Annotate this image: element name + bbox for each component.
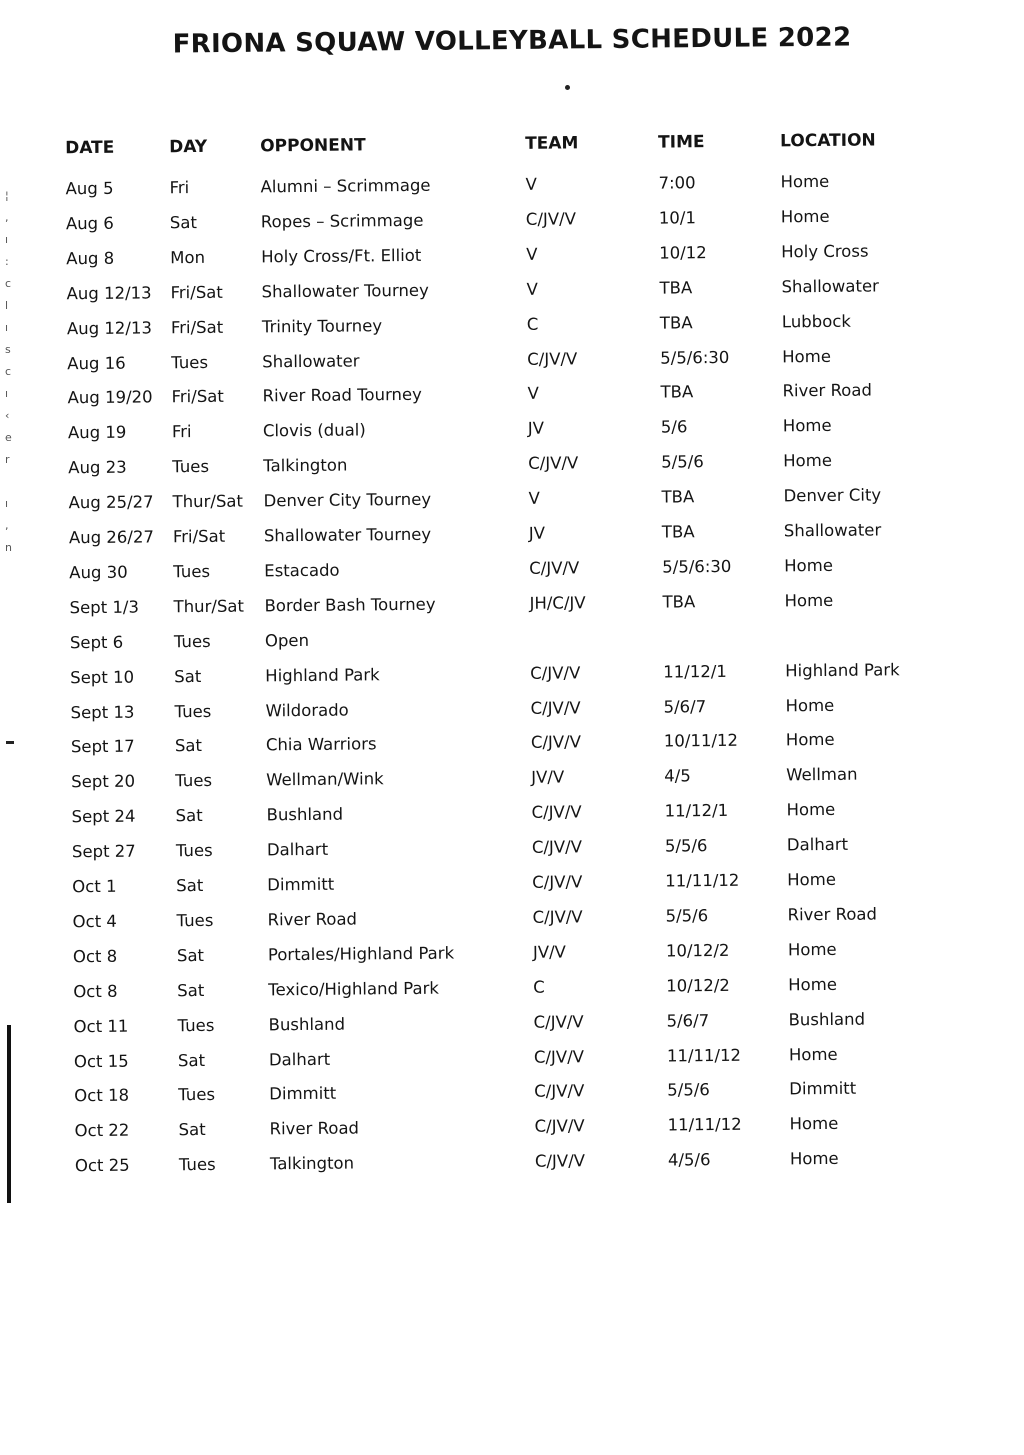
cell-location: River Road [787,904,878,925]
cell-date: Oct 1 [72,876,117,897]
table-row [0,240,1020,280]
cell-location: Home [787,869,837,890]
header-team: TEAM [525,133,579,154]
cell-date: Aug 19 [67,422,127,443]
table-row [0,484,1023,524]
cell-time: TBA [660,382,694,402]
cell-opponent: Portales/Highland Park [267,943,455,965]
cell-opponent: Estacado [264,560,340,581]
table-row [3,938,1024,978]
cell-date: Sept 6 [69,632,124,652]
cell-date: Oct 18 [74,1086,130,1106]
cell-opponent: Texico/Highland Park [268,978,440,1000]
cell-opponent: Border Bash Tourney [264,594,436,616]
cell-day: Fri/Sat [170,282,223,302]
cell-day: Tues [173,631,211,651]
cell-team: JV [528,523,546,543]
cell-location: Home [782,416,832,436]
cell-team: C/JV/V [534,1151,586,1171]
cell-date: Oct 22 [74,1120,130,1141]
cell-date: Oct 15 [73,1051,129,1071]
cell-opponent: River Road Tourney [262,385,422,406]
cell-day: Tues [178,1155,216,1175]
cell-date: Aug 8 [66,248,115,269]
table-row [0,624,1024,664]
cell-opponent: Ropes – Scrimmage [260,210,424,232]
table-row [0,310,1021,350]
cell-opponent: Shallowater [262,350,360,371]
cell-day: Fri/Sat [171,387,224,407]
cell-time: TBA [659,277,693,298]
cell-team: C/JV/V [533,1046,585,1067]
cell-location: Home [780,206,830,227]
cell-day: Thur/Sat [172,491,244,512]
cell-team: C/JV/V [534,1116,585,1137]
cell-time: 7:00 [658,173,696,193]
table-row [0,694,1024,734]
table-row [0,554,1023,594]
cell-team: V [526,279,538,299]
table-row [0,414,1022,454]
cell-day: Sat [174,736,203,756]
cell-location: River Road [782,380,873,401]
cell-time: 10/11/12 [663,731,739,751]
cell-team: C/JV/V [530,662,581,683]
table-row [5,1112,1024,1152]
cell-location: Wellman [786,764,858,785]
cell-location: Bushland [788,1009,866,1029]
cell-time: TBA [659,312,693,333]
cell-opponent: Clovis (dual) [262,420,366,441]
cell-opponent: Dalhart [268,1049,331,1069]
cell-location: Home [788,974,838,995]
table-row [2,833,1024,873]
cell-time: 10/12/2 [665,940,730,961]
cell-time: TBA [662,592,696,612]
cell-time: 4/5 [664,766,691,786]
cell-day: Tues [177,1015,215,1035]
cell-location: Dalhart [786,834,849,855]
table-row [2,903,1024,943]
cell-time: 11/12/1 [664,801,729,821]
table-row [0,205,1020,245]
table-row [0,589,1024,629]
header-date: DATE [65,137,115,159]
cell-location: Home [789,1149,839,1169]
cell-time: 10/12 [659,242,707,263]
cell-opponent: Dalhart [266,839,329,860]
cell-location: Lubbock [781,311,851,331]
cell-opponent: Chia Warriors [265,734,377,755]
table-row [0,170,1020,210]
cell-team: C/JV/V [528,453,579,474]
cell-date: Aug 26/27 [68,527,155,548]
cell-time: 5/6 [660,417,688,437]
cell-day: Sat [177,1050,206,1070]
cell-date: Aug 30 [69,562,128,583]
cell-time: 11/11/12 [667,1115,742,1135]
page-title: FRIONA SQUAW VOLLEYBALL SCHEDULE 2022 [172,22,852,60]
cell-team: C/JV/V [534,1081,585,1102]
cell-opponent: Shallowater Tourney [263,524,432,546]
cell-location: Home [783,451,833,471]
cell-opponent: Bushland [266,804,344,825]
cell-team: C/JV/V [531,837,583,857]
cell-time: TBA [661,522,695,542]
table-row [1,798,1024,838]
cell-location: Home [782,346,832,366]
cell-location: Home [785,695,835,715]
cell-day: Tues [173,561,211,582]
cell-opponent: Talkington [269,1153,355,1174]
cell-date: Oct 8 [72,946,118,967]
cell-opponent: River Road [269,1118,360,1139]
table-row [0,519,1023,559]
cell-day: Tues [175,840,213,861]
cell-time: 5/5/6:30 [662,556,732,577]
cell-time: 5/5/6 [661,452,704,472]
cell-location: Home [784,590,834,611]
cell-team: JV/V [531,767,565,788]
cell-location: Highland Park [785,659,900,680]
cell-day: Sat [178,1120,206,1140]
cell-team: C/JV/V [530,732,582,753]
cell-date: Sept 13 [70,702,135,722]
cell-location: Dimmitt [789,1079,857,1099]
cell-day: Tues [175,771,213,791]
cell-location: Home [789,1114,839,1134]
table-row [0,449,1022,489]
cell-time: 5/5/6 [664,836,708,856]
cell-team: C/JV/V [533,1011,584,1032]
cell-date: Aug 25/27 [68,492,154,513]
cell-time: 10/12/2 [666,975,730,996]
header-time: TIME [658,132,705,153]
cell-time: 5/6/7 [666,1010,710,1031]
cell-opponent: Alumni – Scrimmage [260,175,431,197]
cell-team: V [528,488,540,508]
cell-team: V [525,174,537,194]
cell-opponent: River Road [267,909,358,930]
table-row [0,345,1021,385]
cell-team: C/JV/V [525,209,577,229]
header-location: LOCATION [780,130,876,152]
cell-team: V [527,384,539,404]
table-row [0,379,1022,419]
cell-team: C/JV/V [530,697,581,718]
cell-day: Fri/Sat [170,317,224,337]
cell-location: Home [788,1044,838,1064]
cell-location: Home [787,939,837,960]
cell-opponent: Highland Park [265,664,380,685]
cell-location: Holy Cross [781,241,869,262]
cell-day: Tues [172,457,210,477]
cell-day: Fri [169,178,190,198]
cell-team: C/JV/V [527,348,578,369]
cell-location: Home [786,800,836,820]
table-header [0,129,1019,169]
cell-day: Tues [171,352,209,372]
cell-opponent: Trinity Tourney [261,315,383,336]
cell-team: C/JV/V [531,802,582,823]
margin-marks: ¦ , ı : c l ı s c ı ‹ e r ı , n [5,189,12,554]
cell-date: Aug 6 [65,213,114,234]
cell-date: Oct 8 [73,981,118,1001]
cell-location: Home [780,171,830,192]
cell-team: JH/C/JV [529,593,586,613]
cell-opponent: Shallowater Tourney [261,280,429,302]
cell-opponent: Open [264,630,310,651]
cell-location: Shallowater [783,520,882,541]
cell-opponent: Dimmitt [267,874,335,895]
cell-team: C [526,314,539,334]
cell-date: Sept 24 [71,806,136,827]
cell-team: C/JV/V [529,558,580,578]
cell-date: Sept 10 [70,667,135,687]
cell-time: 10/1 [658,208,697,228]
cell-opponent: Denver City Tourney [263,489,432,511]
cell-day: Tues [178,1085,216,1105]
cell-location: Denver City [783,485,882,506]
table-row [0,275,1021,315]
cell-date: Aug 12/13 [66,283,152,303]
cell-date: Oct 4 [72,911,117,932]
cell-time: 4/5/6 [667,1150,711,1170]
cell-day: Sat [177,980,205,1000]
cell-time: 5/5/6 [665,906,709,926]
cell-opponent: Dimmitt [269,1084,337,1104]
table-row [4,1008,1024,1048]
cell-time: 11/12/1 [663,661,727,682]
cell-day: Sat [176,945,205,966]
cell-opponent: Wellman/Wink [266,769,384,790]
cell-day: Sat [169,212,198,233]
cell-day: Sat [174,666,202,686]
cell-team: V [526,244,538,264]
table-row [3,973,1024,1013]
cell-day: Thur/Sat [173,596,245,617]
table-row [5,1147,1024,1187]
cell-opponent: Bushland [268,1014,346,1034]
table-row [0,659,1024,699]
cell-team: JV/V [532,942,566,962]
cell-location: Home [784,555,834,576]
table-row [4,1043,1024,1083]
table-row [4,1077,1024,1117]
cell-day: Fri/Sat [172,526,226,547]
cell-opponent: Talkington [263,455,348,476]
cell-location: Home [785,730,835,750]
header-opponent: OPPONENT [260,135,366,157]
cell-date: Sept 1/3 [69,597,140,618]
cell-date: Aug 5 [65,178,114,199]
cell-location: Shallowater [781,276,879,297]
cell-day: Sat [176,875,204,896]
cell-time: 5/5/6 [667,1080,710,1100]
cell-team: C/JV/V [532,907,583,927]
cell-date: Oct 11 [73,1016,129,1036]
cell-date: Sept 17 [70,737,135,757]
cell-date: Aug 19/20 [67,387,153,408]
table-row [1,763,1024,803]
cell-time: 11/11/12 [665,870,740,891]
cell-team: C/JV/V [532,872,583,892]
table-row [2,868,1024,908]
cell-team: JV [527,418,545,439]
cell-day: Sat [175,806,203,826]
cell-date: Sept 20 [71,771,136,792]
cell-date: Oct 25 [74,1155,130,1176]
cell-time: 5/6/7 [663,696,707,717]
cell-opponent: Wildorado [265,700,349,720]
cell-team: C [533,977,545,997]
cell-date: Sept 27 [71,841,136,862]
cell-time: 11/11/12 [666,1045,742,1066]
cell-day: Tues [176,910,214,931]
cell-date: Aug 16 [67,353,126,373]
cell-date: Aug 12/13 [66,318,152,338]
cell-day: Tues [174,701,212,721]
cell-date: Aug 23 [68,457,127,478]
header-day: DAY [169,136,208,158]
table-row [1,728,1024,768]
cell-time: 5/5/6:30 [660,347,730,368]
cell-day: Mon [170,247,206,268]
cell-time: TBA [661,487,695,507]
cell-day: Fri [171,422,192,442]
cell-opponent: Holy Cross/Ft. Elliot [261,245,422,267]
